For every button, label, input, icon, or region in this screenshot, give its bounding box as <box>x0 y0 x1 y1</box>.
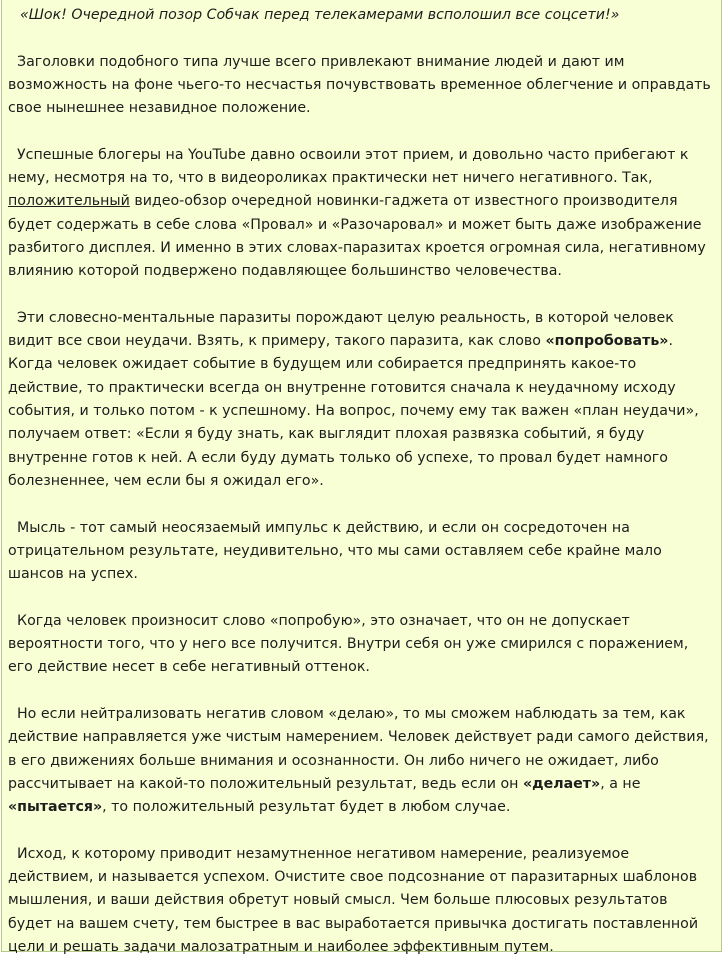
paragraph-1: Заголовки подобного типа лучше всего привлекают внимание людей и дают им возможность на фоне чьего-то несчастья почувствовать временное облегчение и оправдать свое нынешнее незавидное положение. <box>8 53 711 117</box>
article-headline: «Шок! Очередной позор Собчак перед телекамерами всполошил все соцсети!» <box>20 7 620 23</box>
paragraph-4: Мысль - тот самый неосязаемый импульс к действию, и если он сосредоточен на отрицательном результате, неудивительно, что мы сами оставляем себе крайне мало шансов на успех. <box>8 519 662 583</box>
paragraph-5: Когда человек произносит слово «попробую», это означает, что он не допускает вероятности того, что у него все получится. Внутри себя он уже смирился с поражением, его действие несет в себе негативный оттенок. <box>8 612 689 676</box>
bold-word-try: «попробовать» <box>545 333 669 350</box>
paragraph-6-text-part-1: Но если нейтрализовать негатив словом «делаю», то мы сможем наблюдать за тем, как действие направляется уже чистым намерением. Человек действует ради самого действия, в его движениях больше внимания и осознанности. Он либо ничего не ожидает, либо рассчитывает на какой-то положительный результат, ведь если он <box>8 705 709 792</box>
article-panel <box>1 0 722 955</box>
paragraph-6-text-part-2: , а не <box>600 775 641 792</box>
positive-review-link[interactable]: положительный <box>8 193 130 210</box>
paragraph-3 <box>8 307 715 493</box>
paragraph-6 <box>8 703 715 819</box>
paragraph-2-text-after-link: видео-обзор очередной новинки-гаджета от известного производителя будет содержать в себе слова «Провал» и «Разочаровал» и может быть даже изображение разбитого дисплея. И именно в этих словах-паразитах кроется огромная сила, негативному влиянию которой подвержено подавляющее большинство человечества. <box>8 193 706 280</box>
paragraph-7: Исход, к которому приводит незамутненное негативом намерение, реализуемое действием, и называется успехом. Очистите свое подсознание от паразитарных шаблонов мышления, и ваши действия обретут новый смысл. Чем больше плюсовых результатов будет на вашем счету, тем быстрее в вас выработается привычка достигать поставленной цели и решать задачи малозатратным и наиболее эффективным путем. <box>8 845 699 955</box>
paragraph-2-text-before-link: Успешные блогеры на YouTube давно освоили этот прием, и довольно часто прибегают к нему, несмотря на то, что в видеороликах практически нет ничего негативного. Так, <box>8 146 689 187</box>
bold-word-does: «делает» <box>522 775 601 792</box>
paragraph-3-text-after-bold: . Когда человек ожидает событие в будущем или собирается предпринять какое-то действие, то практически всегда он внутренне готовится сначала к неудачному исходу события, и только потом - к успешному. На вопрос, почему ему так важен «план неудачи», получаем ответ: «Если я буду знать, как выглядит плохая развязка событий, я буду внутренне готов к ней. А если буду думать только об успехе, то провал будет намного болезненнее, чем если бы я ожидал его». <box>8 333 699 489</box>
paragraph-2 <box>8 144 715 284</box>
bold-word-attempts: «пытается» <box>8 799 103 816</box>
paragraph-3-text-before-bold: Эти словесно-ментальные паразиты порождают целую реальность, в которой человек видит все свои неудачи. Взять, к примеру, такого паразита, как слово <box>8 309 674 350</box>
paragraph-6-text-part-3: , то положительный результат будет в любом случае. <box>102 799 511 816</box>
